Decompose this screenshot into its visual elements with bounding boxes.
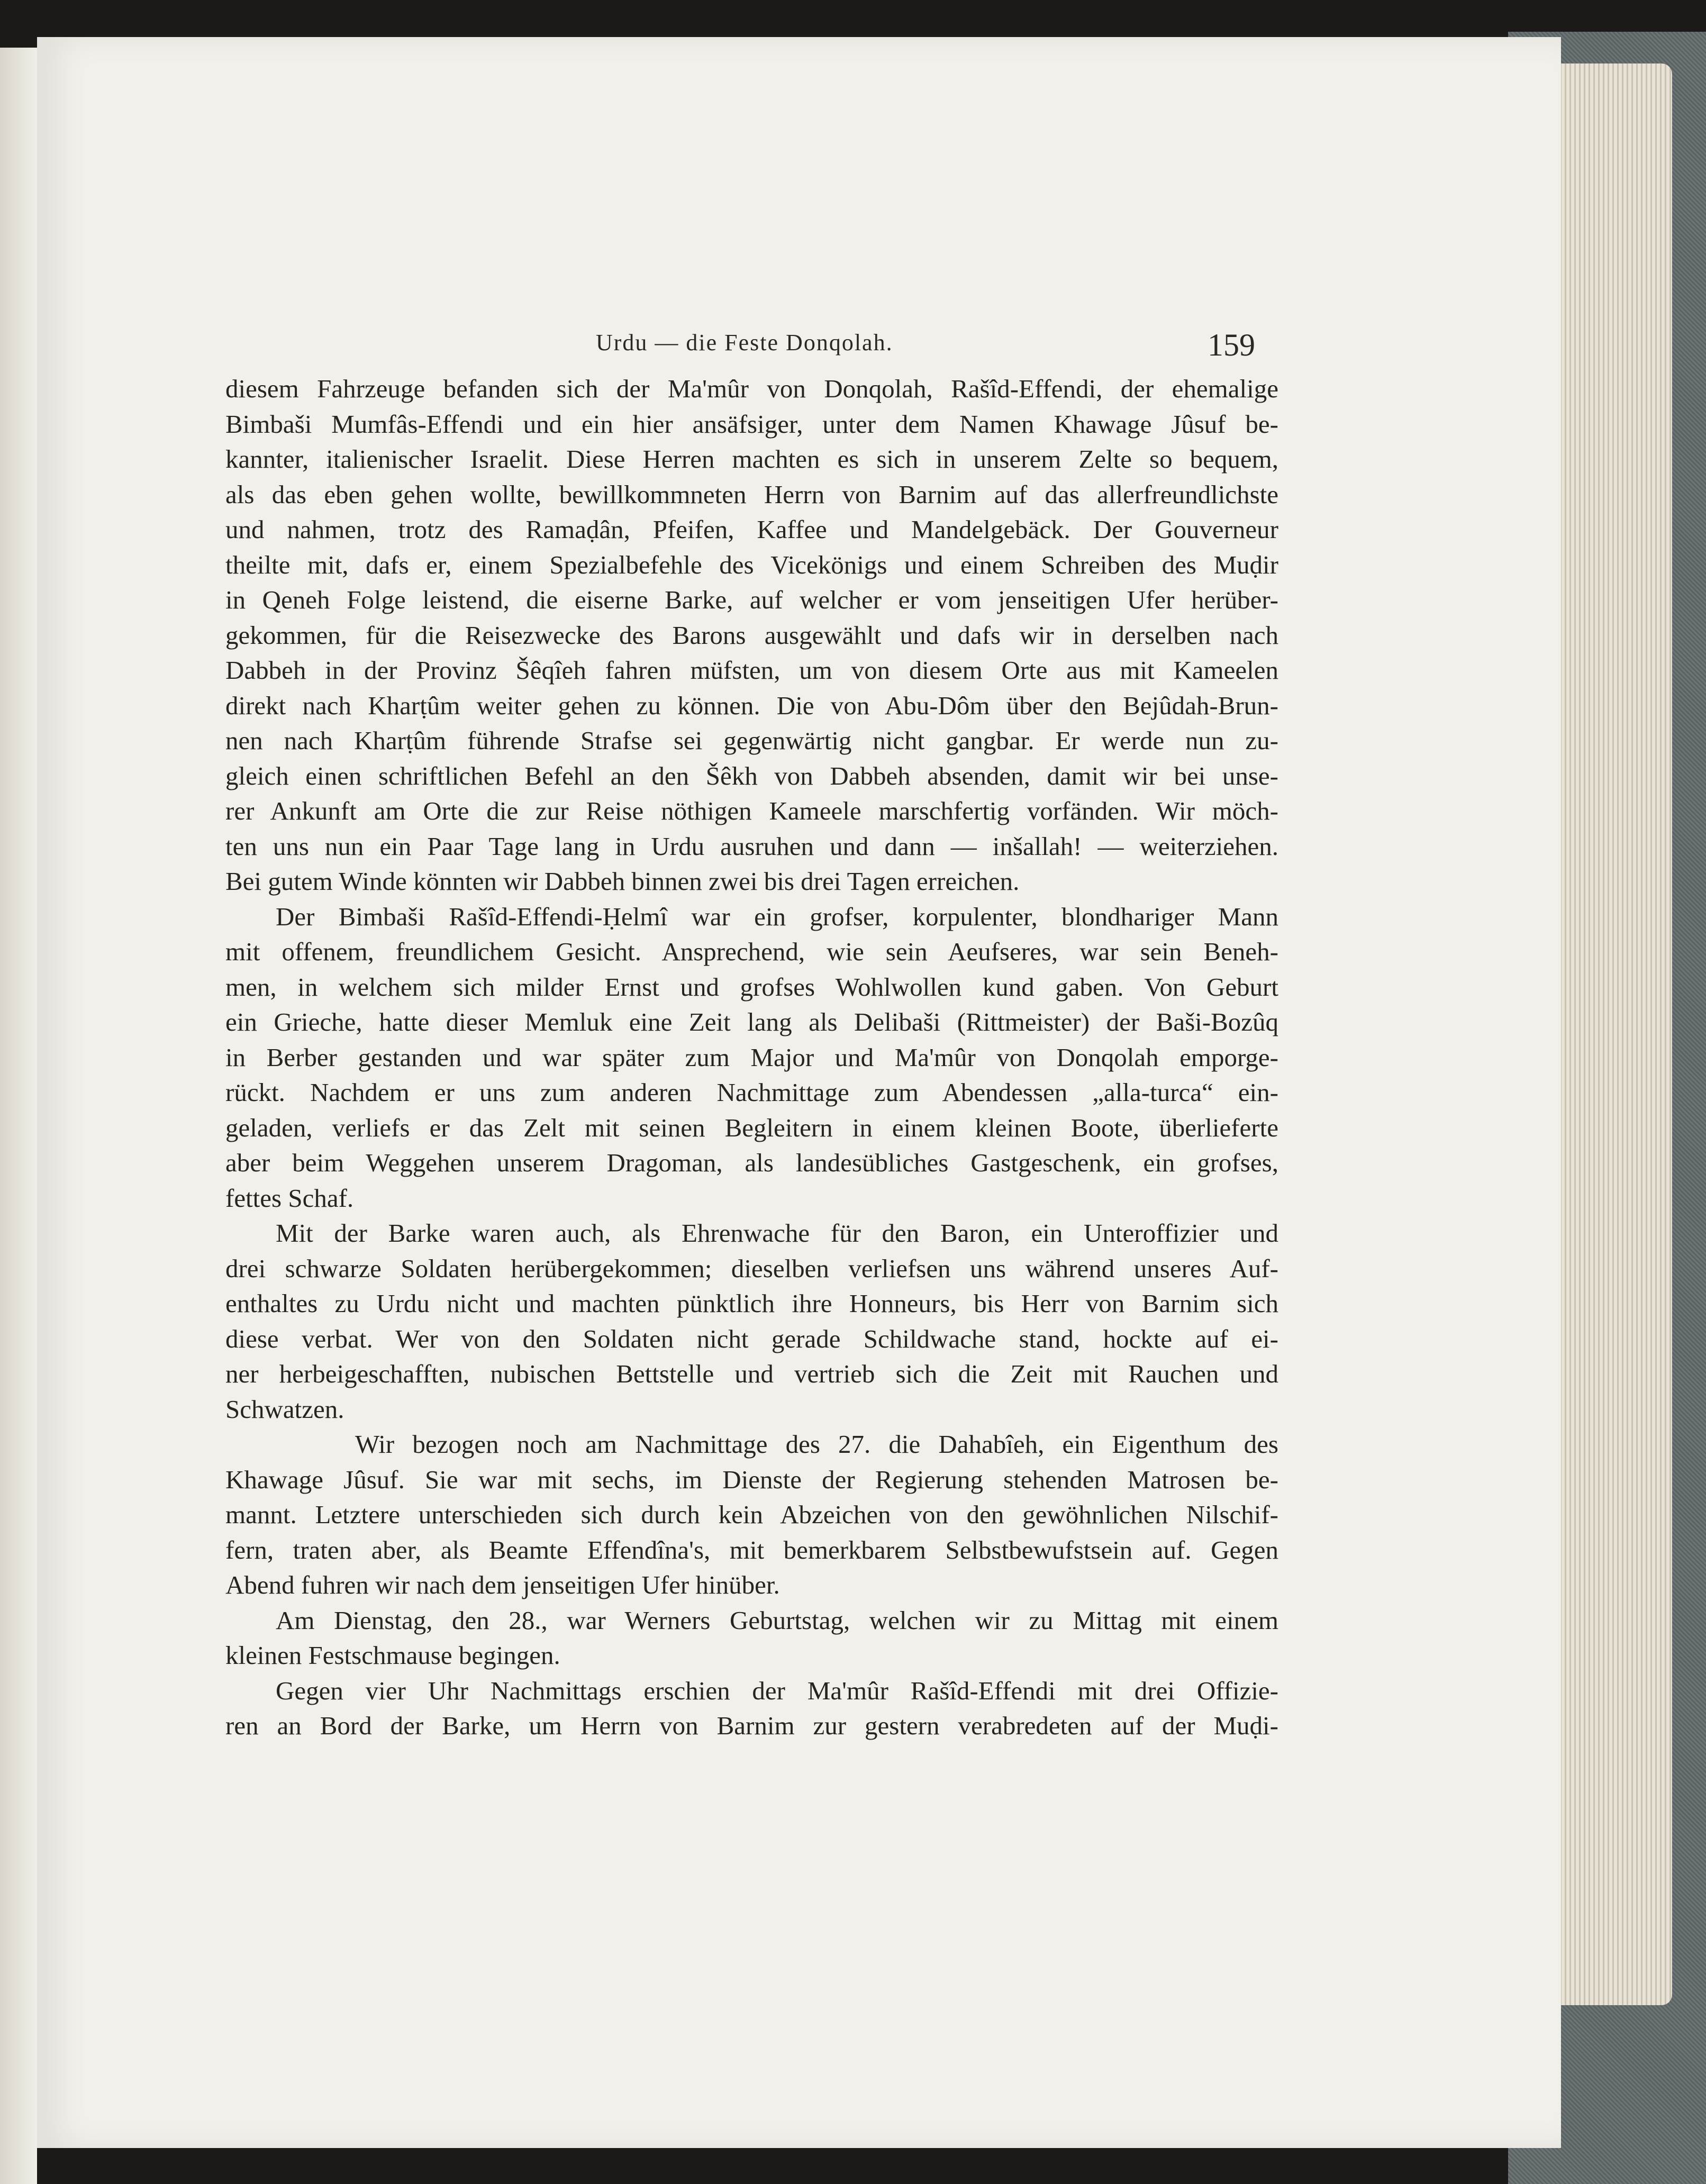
text-line: in Berber gestanden und war später zum Major und Ma'mûr von Donqolah emporge-	[225, 1042, 1278, 1072]
book-page	[37, 37, 1561, 2148]
text-line: geladen, verliefs er das Zelt mit seinen Begleitern in einem kleinen Boote, überlieferte	[225, 1113, 1278, 1142]
text-line: ren an Bord der Barke, um Herrn von Barnim zur gestern verabredeten auf der Muḍi-	[225, 1711, 1278, 1740]
text-line: Wir bezogen noch am Nachmittage des 27. die Dahabîeh, ein Eigenthum des	[355, 1430, 1278, 1459]
text-line: als das eben gehen wollte, bewillkommneten Herrn von Barnim auf das allerfreundlichste	[225, 479, 1278, 509]
running-header: Urdu — die Feste Donqolah.	[596, 330, 893, 356]
text-line: Bei gutem Winde könnten wir Dabbeh binnen zwei bis drei Tagen erreichen.	[225, 867, 1020, 896]
text-line: Mit der Barke waren auch, als Ehrenwache für den Baron, ein Unteroffizier und	[276, 1218, 1278, 1248]
text-line: drei schwarze Soldaten herübergekommen; dieselben verliefsen uns während unseres Auf-	[225, 1253, 1278, 1283]
text-line: gleich einen schriftlichen Befehl an den Šêkh von Dabbeh absenden, damit wir bei unse-	[225, 761, 1278, 790]
text-line: mannt. Letztere unterschieden sich durch kein Abzeichen von den gewöhnlichen Nilschif-	[225, 1500, 1278, 1529]
text-line: Dabbeh in der Provinz Šêqîeh fahren müfsten, um von diesem Orte aus mit Kameelen	[225, 656, 1278, 685]
text-line: fern, traten aber, als Beamte Effendîna's, mit bemerkbarem Selbstbewufstsein auf. Gegen	[225, 1535, 1278, 1564]
body-text	[225, 371, 1278, 1744]
text-line: theilte mit, dafs er, einem Spezialbefehle des Vicekönigs und einem Schreiben des Muḍir	[225, 550, 1278, 579]
text-line: enthaltes zu Urdu nicht und machten pünktlich ihre Honneurs, bis Herr von Barnim sich	[225, 1289, 1278, 1318]
page-number: 159	[1208, 327, 1255, 362]
text-line: fettes Schaf.	[225, 1183, 354, 1213]
text-line: gekommen, für die Reisezwecke des Barons ausgewählt und dafs wir in derselben nach	[225, 620, 1278, 650]
text-line: in Qeneh Folge leistend, die eiserne Barke, auf welcher er vom jenseitigen Ufer herüber-	[225, 585, 1278, 614]
text-line: aber beim Weggehen unserem Dragoman, als landesübliches Gastgeschenk, ein grofses,	[225, 1148, 1278, 1177]
text-line: Bimbaši Mumfâs-Effendi und ein hier ansäfsiger, unter dem Namen Khawage Jûsuf be-	[225, 409, 1278, 439]
text-line: Abend fuhren wir nach dem jenseitigen Ufer hinüber.	[225, 1570, 780, 1599]
text-line: rer Ankunft am Orte die zur Reise nöthigen Kameele marschfertig vorfänden. Wir möch-	[225, 796, 1278, 825]
text-line: ten uns nun ein Paar Tage lang in Urdu ausruhen und dann — inšallah! — weiterziehen.	[225, 831, 1278, 861]
text-line: Schwatzen.	[225, 1394, 344, 1424]
text-line: ein Grieche, hatte dieser Memluk eine Zeit lang als Delibaši (Rittmeister) der Baši-Bozûq	[225, 1007, 1278, 1036]
text-line: kannter, italienischer Israelit. Diese Herren machten es sich in unserem Zelte so bequem,	[225, 444, 1278, 474]
text-line: Der Bimbaši Rašîd-Effendi-Ḥelmî war ein grofser, korpulenter, blondhariger Mann	[276, 902, 1278, 931]
text-line: ner herbeigeschafften, nubischen Bettstelle und vertrieb sich die Zeit mit Rauchen und	[225, 1359, 1278, 1388]
left-page-edge	[0, 48, 37, 2184]
text-line: mit offenem, freundlichem Gesicht. Ansprechend, wie sein Aeufseres, war sein Beneh-	[225, 937, 1278, 966]
text-line: und nahmen, trotz des Ramaḍân, Pfeifen, Kaffee und Mandelgebäck. Der Gouverneur	[225, 515, 1278, 544]
text-line: diese verbat. Wer von den Soldaten nicht gerade Schildwache stand, hockte auf ei-	[225, 1324, 1278, 1353]
text-line: diesem Fahrzeuge befanden sich der Ma'mûr von Donqolah, Rašîd-Effendi, der ehemalige	[225, 374, 1278, 403]
text-line: Am Dienstag, den 28., war Werners Geburtstag, welchen wir zu Mittag mit einem	[276, 1605, 1278, 1635]
text-line: direkt nach Kharṭûm weiter gehen zu können. Die von Abu-Dôm über den Bejûdah-Brun-	[225, 690, 1278, 720]
text-line: rückt. Nachdem er uns zum anderen Nachmittage zum Abendessen „alla-turca“ ein-	[225, 1078, 1278, 1107]
text-line: men, in welchem sich milder Ernst und grofses Wohlwollen kund gaben. Von Geburt	[225, 972, 1278, 1002]
text-line: kleinen Festschmause begingen.	[225, 1641, 560, 1670]
text-line: Khawage Jûsuf. Sie war mit sechs, im Dienste der Regierung stehenden Matrosen be-	[225, 1464, 1278, 1494]
text-line: nen nach Kharṭûm führende Strafse sei gegenwärtig nicht gangbar. Er werde nun zu-	[225, 726, 1278, 755]
text-line: Gegen vier Uhr Nachmittags erschien der Ma'mûr Rašîd-Effendi mit drei Offizie-	[276, 1676, 1278, 1705]
